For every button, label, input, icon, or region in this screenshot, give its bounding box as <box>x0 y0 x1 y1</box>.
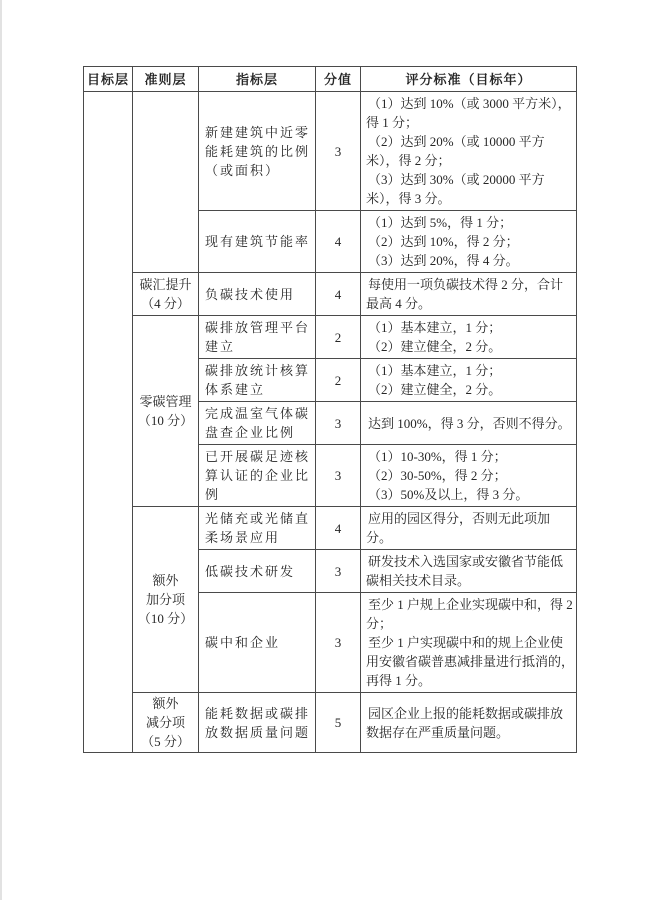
indicator-cell: 现有建筑节能率 <box>199 211 316 273</box>
scoring-standard-item: （2）30-50%，得 2 分； <box>368 468 507 483</box>
indicator-cell: 碳排放管理平台建立 <box>199 316 316 359</box>
scoring-standard-item: （2）达到 20%（或 10000 平方米），得 2 分； <box>366 134 545 168</box>
scoring-standard-item: （2）达到 10%，得 2 分； <box>368 234 519 249</box>
criterion-label-line: （10 分） <box>137 413 194 428</box>
scoring-standard-item: 至少 1 户实现碳中和的规上企业使用安徽省碳普惠减排量进行抵消的，再得 1 分。 <box>366 635 575 688</box>
score-cell: 2 <box>316 316 361 359</box>
table-body <box>84 92 577 753</box>
page-edge <box>0 0 2 900</box>
header-scoring-standard: 评分标准（目标年） <box>361 67 577 92</box>
criterion-label-line: 碳汇提升 <box>139 277 192 292</box>
scoring-standard-cell <box>361 273 577 316</box>
scoring-standard-item: （3）达到 20%，得 4 分。 <box>368 253 519 268</box>
criterion-label-line: （4 分） <box>141 296 190 311</box>
score-cell: 4 <box>316 211 361 273</box>
scoring-standard-item: （1）达到 5%，得 1 分； <box>368 215 513 230</box>
indicator-cell: 完成温室气体碳盘查企业比例 <box>199 402 316 445</box>
table-row <box>84 316 577 359</box>
scoring-standard-item: 每使用一项负碳技术得 2 分，合计最高 4 分。 <box>366 277 564 311</box>
indicator-cell: 碳排放统计核算体系建立 <box>199 359 316 402</box>
criterion-label-line: （10 分） <box>137 611 194 626</box>
indicator-cell: 负碳技术使用 <box>199 273 316 316</box>
table-row <box>84 693 577 753</box>
scoring-standard-item: （2）建立健全，2 分。 <box>368 339 502 354</box>
scoring-standard-item: 至少 1 户规上企业实现碳中和，得 2 分； <box>366 597 573 631</box>
scoring-standard-cell <box>361 359 577 402</box>
scoring-standard-item: （1）10-30%，得 1 分； <box>368 449 507 464</box>
criterion-label-line: 额外 <box>152 696 179 711</box>
scoring-standard-cell <box>361 693 577 753</box>
scoring-standard-cell <box>361 593 577 693</box>
indicator-cell: 碳中和企业 <box>199 593 316 693</box>
criterion-cell <box>133 273 199 316</box>
indicator-cell: 光储充或光储直柔场景应用 <box>199 507 316 550</box>
score-cell: 3 <box>316 445 361 507</box>
criterion-label-line: 额外 <box>152 573 179 588</box>
scoring-standard-item: 园区企业上报的能耗数据或碳排放数据存在严重质量问题。 <box>366 705 564 740</box>
table-row <box>84 273 577 316</box>
scoring-standard-cell <box>361 550 577 593</box>
criterion-cell <box>133 693 199 753</box>
score-cell: 3 <box>316 550 361 593</box>
scoring-standard-item: （3）达到 30%（或 20000 平方米），得 3 分。 <box>366 172 545 206</box>
scoring-standard-item: 应用的园区得分，否则无此项加分。 <box>366 511 551 545</box>
criterion-cell <box>133 316 199 507</box>
indicator-cell: 已开展碳足迹核算认证的企业比例 <box>199 445 316 507</box>
indicator-cell: 新建建筑中近零能耗建筑的比例（或面积） <box>199 92 316 211</box>
score-cell: 3 <box>316 92 361 211</box>
header-score: 分值 <box>316 67 361 92</box>
score-cell: 3 <box>316 402 361 445</box>
criterion-cell <box>133 507 199 693</box>
scoring-standard-cell <box>361 402 577 445</box>
scoring-table <box>83 66 577 753</box>
scoring-standard-cell <box>361 507 577 550</box>
table-header-row <box>84 67 577 92</box>
score-cell: 4 <box>316 507 361 550</box>
scoring-standard-cell <box>361 445 577 507</box>
scoring-standard-cell <box>361 211 577 273</box>
criterion-label-line: 加分项 <box>145 592 185 607</box>
criterion-label-line: （5 分） <box>141 734 190 749</box>
header-target-layer: 目标层 <box>84 67 133 92</box>
scoring-standard-item: （3）50%及以上，得 3 分。 <box>368 487 529 502</box>
score-cell: 5 <box>316 693 361 753</box>
scoring-standard-item: （2）建立健全，2 分。 <box>368 382 502 397</box>
score-cell: 2 <box>316 359 361 402</box>
scoring-standard-item: （1）基本建立，1 分； <box>368 320 502 335</box>
table-row <box>84 507 577 550</box>
criterion-label-line: 零碳管理 <box>139 394 192 409</box>
table-row <box>84 92 577 211</box>
indicator-cell: 能耗数据或碳排放数据质量问题 <box>199 693 316 753</box>
scoring-standard-cell <box>361 316 577 359</box>
scoring-standard-cell <box>361 92 577 211</box>
scoring-standard-item: （1）达到 10%（或 3000 平方米），得 1 分； <box>366 96 571 130</box>
scoring-standard-item: 研发技术入选国家或安徽省节能低碳相关技术目录。 <box>366 554 564 588</box>
score-cell: 4 <box>316 273 361 316</box>
indicator-cell: 低碳技术研发 <box>199 550 316 593</box>
criterion-label-line: 减分项 <box>145 715 185 730</box>
score-cell: 3 <box>316 593 361 693</box>
criterion-cell <box>133 92 199 273</box>
header-criterion-layer: 准则层 <box>133 67 199 92</box>
scoring-standard-item: （1）基本建立，1 分； <box>368 363 502 378</box>
header-indicator-layer: 指标层 <box>199 67 316 92</box>
scoring-standard-item: 达到 100%，得 3 分，否则不得分。 <box>368 415 571 431</box>
target-layer-cell <box>84 92 133 753</box>
